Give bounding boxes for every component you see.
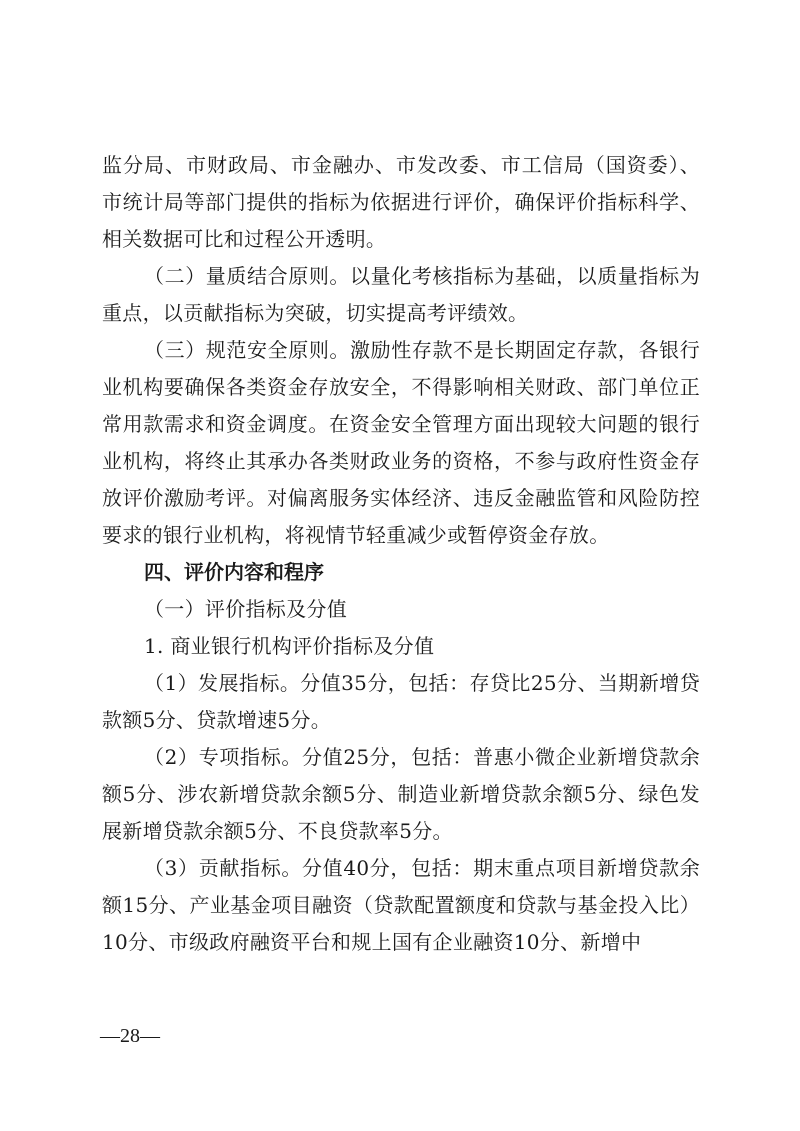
paragraph-development-indicators: （1）发展指标。分值35分，包括：存贷比25分、当期新增贷款额5分、贷款增速5分。 [102,671,700,732]
item-heading-commercial-banks: 1. 商业银行机构评价指标及分值 [144,634,435,658]
paragraph-principle-three: （三）规范安全原则。激励性存款不是长期固定存款，各银行业机构要确保各类资金存放安全，不得影响相关财政、部门单位正常用款需求和资金调度。在资金安全管理方面出现较大问题的银行业机构，将终止其承办各类财政业务的资格，不参与政府性资金存放评价激励考评。对偏离服务实体经济、违反金融监管和风险防控要求的银行业机构，将视情节轻重减少或暂停资金存放。 [102,338,700,547]
paragraph-contribution-indicators: （3）贡献指标。分值40分，包括：期末重点项目新增贷款余额15分、产业基金项目融资（贷款配置额度和贷款与基金投入比）10分、市级政府融资平台和规上国有企业融资10分、新增中 [102,856,700,954]
paragraph-special-indicators: （2）专项指标。分值25分，包括：普惠小微企业新增贷款余额5分、涉农新增贷款余额5分、制造业新增贷款余额5分、绿色发展新增贷款余额5分、不良贷款率5分。 [102,745,700,843]
paragraph-continuation: 监分局、市财政局、市金融办、市发改委、市工信局（国资委）、市统计局等部门提供的指标为依据进行评价，确保评价指标科学、相关数据可比和过程公开透明。 [102,153,700,251]
paragraph-principle-two: （二）量质结合原则。以量化考核指标为基础，以质量指标为重点，以贡献指标为突破，切实提高考评绩效。 [102,264,700,325]
document-body [102,147,700,961]
subsection-heading-one: （一）评价指标及分值 [144,597,347,621]
page-number: —28— [100,1025,160,1047]
section-heading-four: 四、评价内容和程序 [144,560,324,584]
